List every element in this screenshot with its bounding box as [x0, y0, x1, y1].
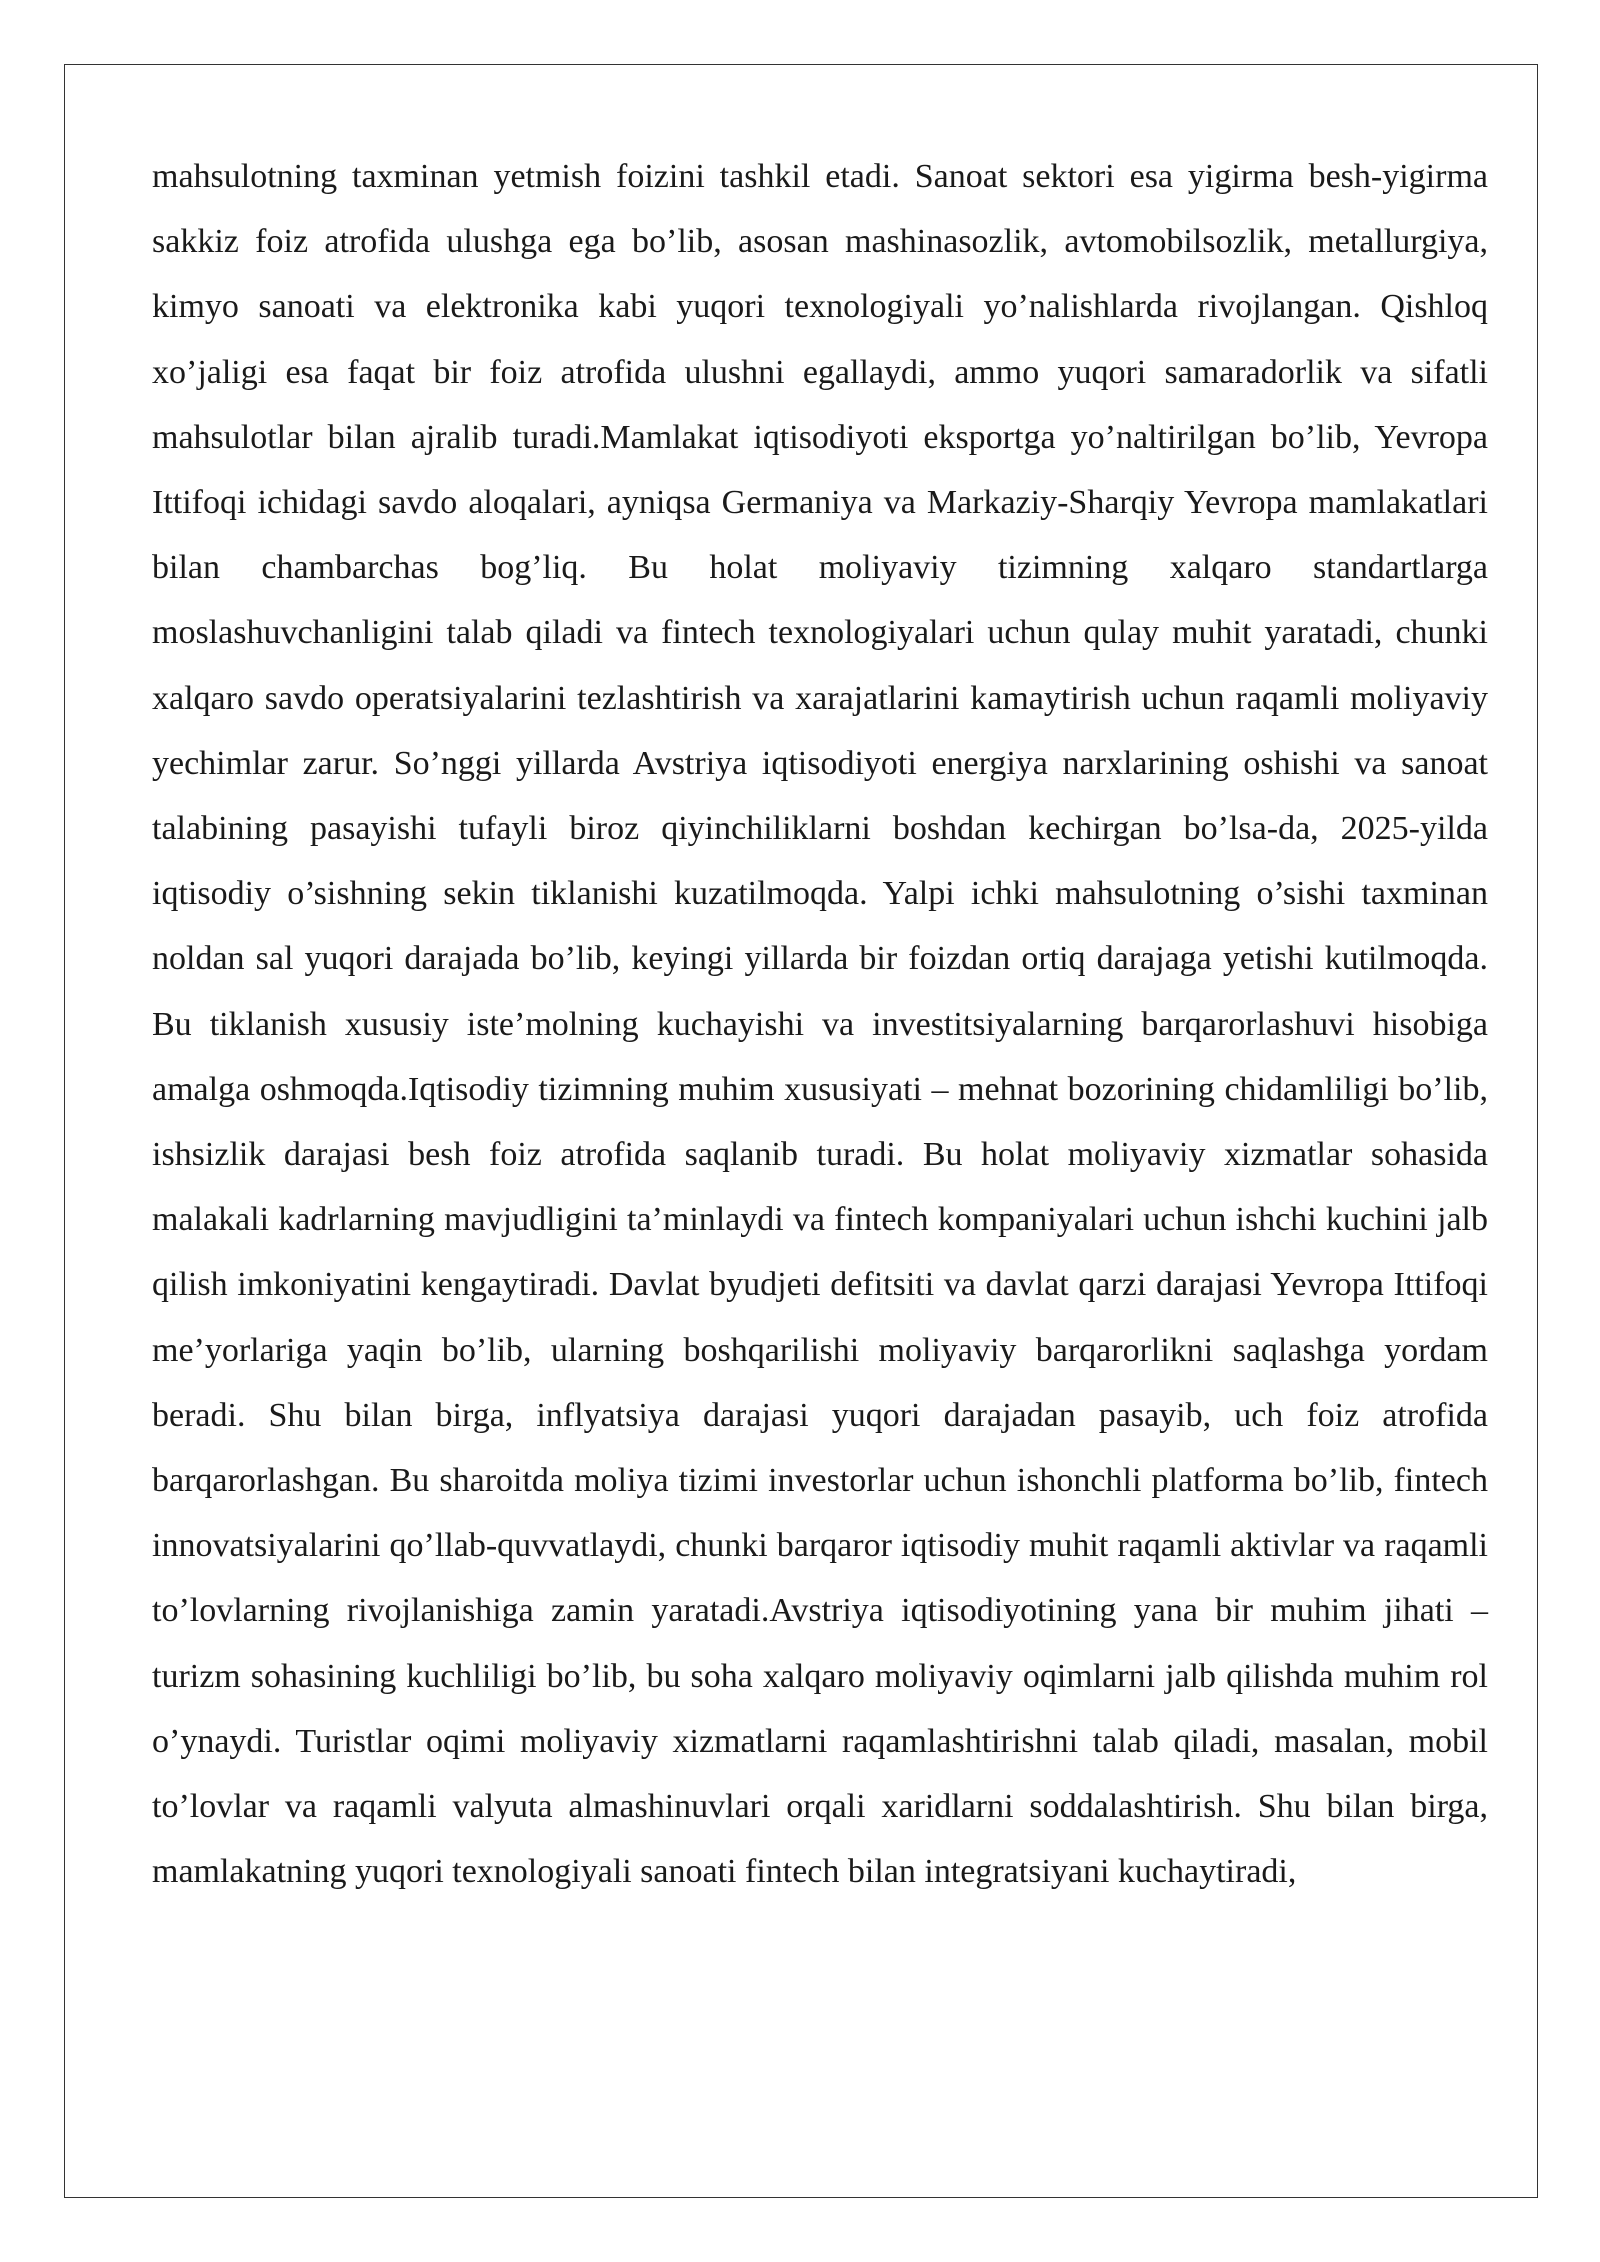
body-paragraph: mahsulotning taxminan yetmish foizini tashkil etadi. Sanoat sektori esa yigirma besh-yigirma sakkiz foiz atrofida ulushga ega bo’lib, asosan mashinasozlik, avtomobilsozlik, metallurgiya, kimyo sanoati va elektronika kabi yuqori texnologiyali yo’nalishlarda rivojlangan. Qishloq xo’jaligi esa faqat bir foiz atrofida ulushni egallaydi, ammo yuqori samaradorlik va sifatli mahsulotlar bilan ajralib turadi.Mamlakat iqtisodiyoti eksportga yo’naltirilgan bo’lib, Yevropa Ittifoqi ichidagi savdo aloqalari, ayniqsa Germaniya va Markaziy-Sharqiy Yevropa mamlakatlari bilan chambarchas bog’liq. Bu holat moliyaviy tizimning xalqaro standartlarga moslashuvchanligini talab qiladi va fintech texnologiyalari uchun qulay muhit yaratadi, chunki xalqaro savdo operatsiyalarini tezlashtirish va xarajatlarini kamaytirish uchun raqamli moliyaviy yechimlar zarur. So’nggi yillarda Avstriya iqtisodiyoti energiya narxlarining oshishi va sanoat talabining pasayishi tufayli biroz qiyinchiliklarni boshdan kechirgan bo’lsa-da, 2025-yilda iqtisodiy o’sishning sekin tiklanishi kuzatilmoqda. Yalpi ichki mahsulotning o’sishi taxminan noldan sal yuqori darajada bo’lib, keyingi yillarda bir foizdan ortiq darajaga yetishi kutilmoqda. Bu tiklanish xususiy iste’molning kuchayishi va investitsiyalarning barqarorlashuvi hisobiga amalga oshmoqda.Iqtisodiy tizimning muhim xususiyati – mehnat bozorining chidamliligi bo’lib, ishsizlik darajasi besh foiz atrofida saqlanib turadi. Bu holat moliyaviy xizmatlar sohasida malakali kadrlarning mavjudligini ta’minlaydi va fintech kompaniyalari uchun ishchi kuchini jalb qilish imkoniyatini kengaytiradi. Davlat byudjeti defitsiti va davlat qarzi darajasi Yevropa Ittifoqi me’yorlariga yaqin bo’lib, ularning boshqarilishi moliyaviy barqarorlikni saqlashga yordam beradi. Shu bilan birga, inflyatsiya darajasi yuqori darajadan pasayib, uch foiz atrofida barqarorlashgan. Bu sharoitda moliya tizimi investorlar uchun ishonchli platforma bo’lib, fintech innovatsiyalarini qo’llab-quvvatlaydi, chunki barqaror iqtisodiy muhit raqamli aktivlar va raqamli to’lovlarning rivojlanishiga zamin yaratadi.Avstriya iqtisodiyotining yana bir muhim jihati – turizm sohasining kuchliligi bo’lib, bu soha xalqaro moliyaviy oqimlarni jalb qilishda muhim rol o’ynaydi. Turistlar oqimi moliyaviy xizmatlarni raqamlashtirishni talab qiladi, masalan, mobil to’lovlar va raqamli valyuta almashinuvlari orqali xaridlarni soddalashtirish. Shu bilan birga, mamlakatning yuqori texnologiyali sanoati fintech bilan integratsiyani kuchaytiradi,	[152, 158, 1488, 1891]
